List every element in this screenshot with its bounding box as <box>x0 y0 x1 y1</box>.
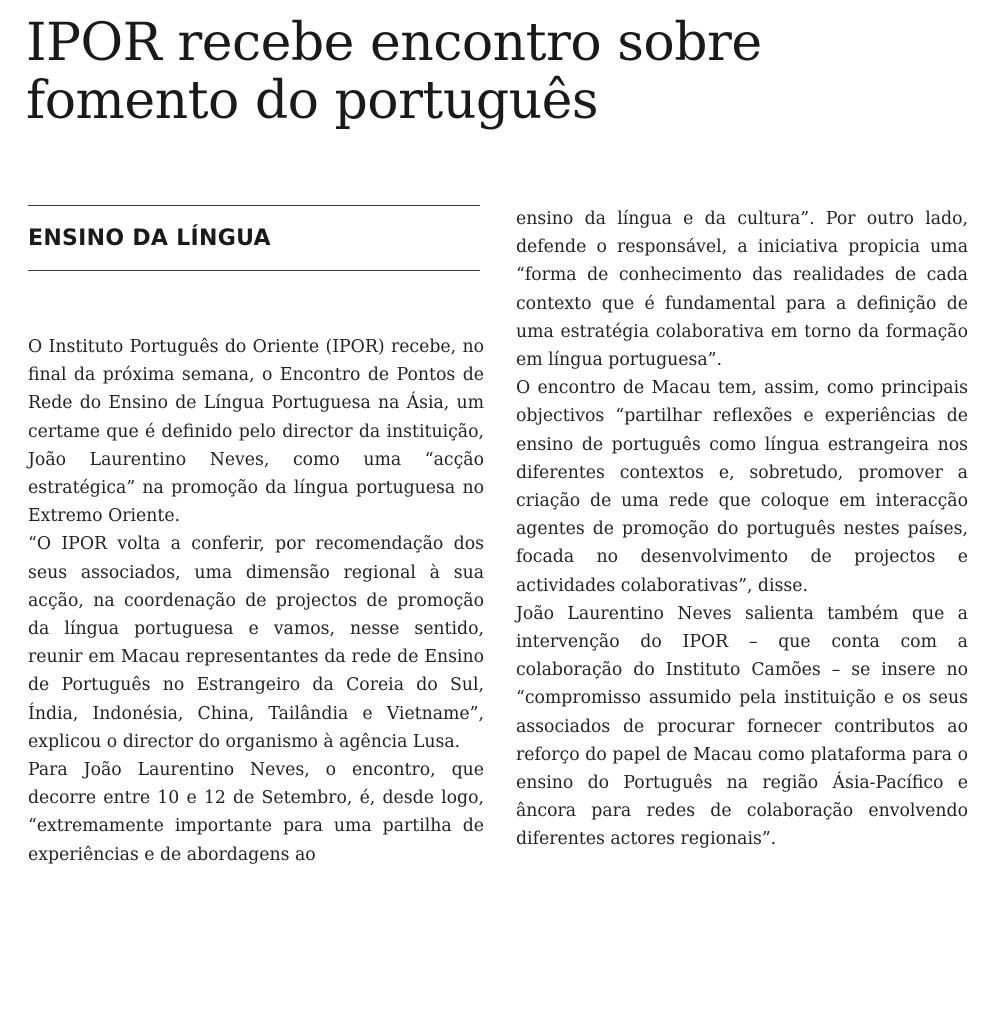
paragraph: João Laurentino Neves salienta também que a intervenção do IPOR – que conta com a colaboração do Instituto Camões – se insere no “compromisso assumido pela instituição e os seus associados de procurar fornecer contributos ao reforço do papel de Macau como plataforma para o ensino do Português na região Ásia-Pacífico e âncora para redes de colaboração envolvendo diferentes actores regionais”. <box>516 603 968 850</box>
paragraph: Para João Laurentino Neves, o encontro, que decorre entre 10 e 12 de Setembro, é, desde logo, “extremamente importante para uma partilha de experiências e de abordagens ao <box>28 760 484 865</box>
paragraph: O encontro de Macau tem, assim, como principais objectivos “partilhar reflexões e experiências de ensino de português como língua estrangeira nos diferentes contextos e, sobretudo, promover a criação de uma rede que coloque em interacção agentes de promoção do português nestes países, focada no desenvolvimento de projectos e actividades colaborativas”, disse. <box>516 378 968 596</box>
article-column-right <box>516 205 968 854</box>
section-label-text: ENSINO DA LÍNGUA <box>28 226 271 251</box>
paragraph: “O IPOR volta a conferir, por recomendação dos seus associados, uma dimensão regional à sua acção, na coordenação de projectos de promoção da língua portuguesa e vamos, nesse sentido, reunir em Macau representantes da rede de Ensino de Português no Estrangeiro da Coreia do Sul, Índia, Indonésia, China, Tailândia e Vietname”, explicou o director do organismo à agência Lusa. <box>28 534 484 752</box>
paragraph: O Instituto Português do Oriente (IPOR) recebe, no final da próxima semana, o Encontro de Pontos de Rede do Ensino de Língua Portuguesa na Ásia, um certame que é definido pelo director da instituição, João Laurentino Neves, como uma “acção estratégica” na promoção da língua portuguesa no Extremo Oriente. <box>28 337 484 527</box>
article-column-left <box>28 333 484 869</box>
headline: IPOR recebe encontro sobre fomento do português <box>26 13 762 131</box>
section-label <box>28 205 480 271</box>
paragraph: ensino da língua e da cultura”. Por outro lado, defende o responsável, a iniciativa propicia uma “forma de conhecimento das realidades de cada contexto que é fundamental para a definição de uma estratégia colaborativa em torno da formação em língua portuguesa”. <box>516 209 968 371</box>
